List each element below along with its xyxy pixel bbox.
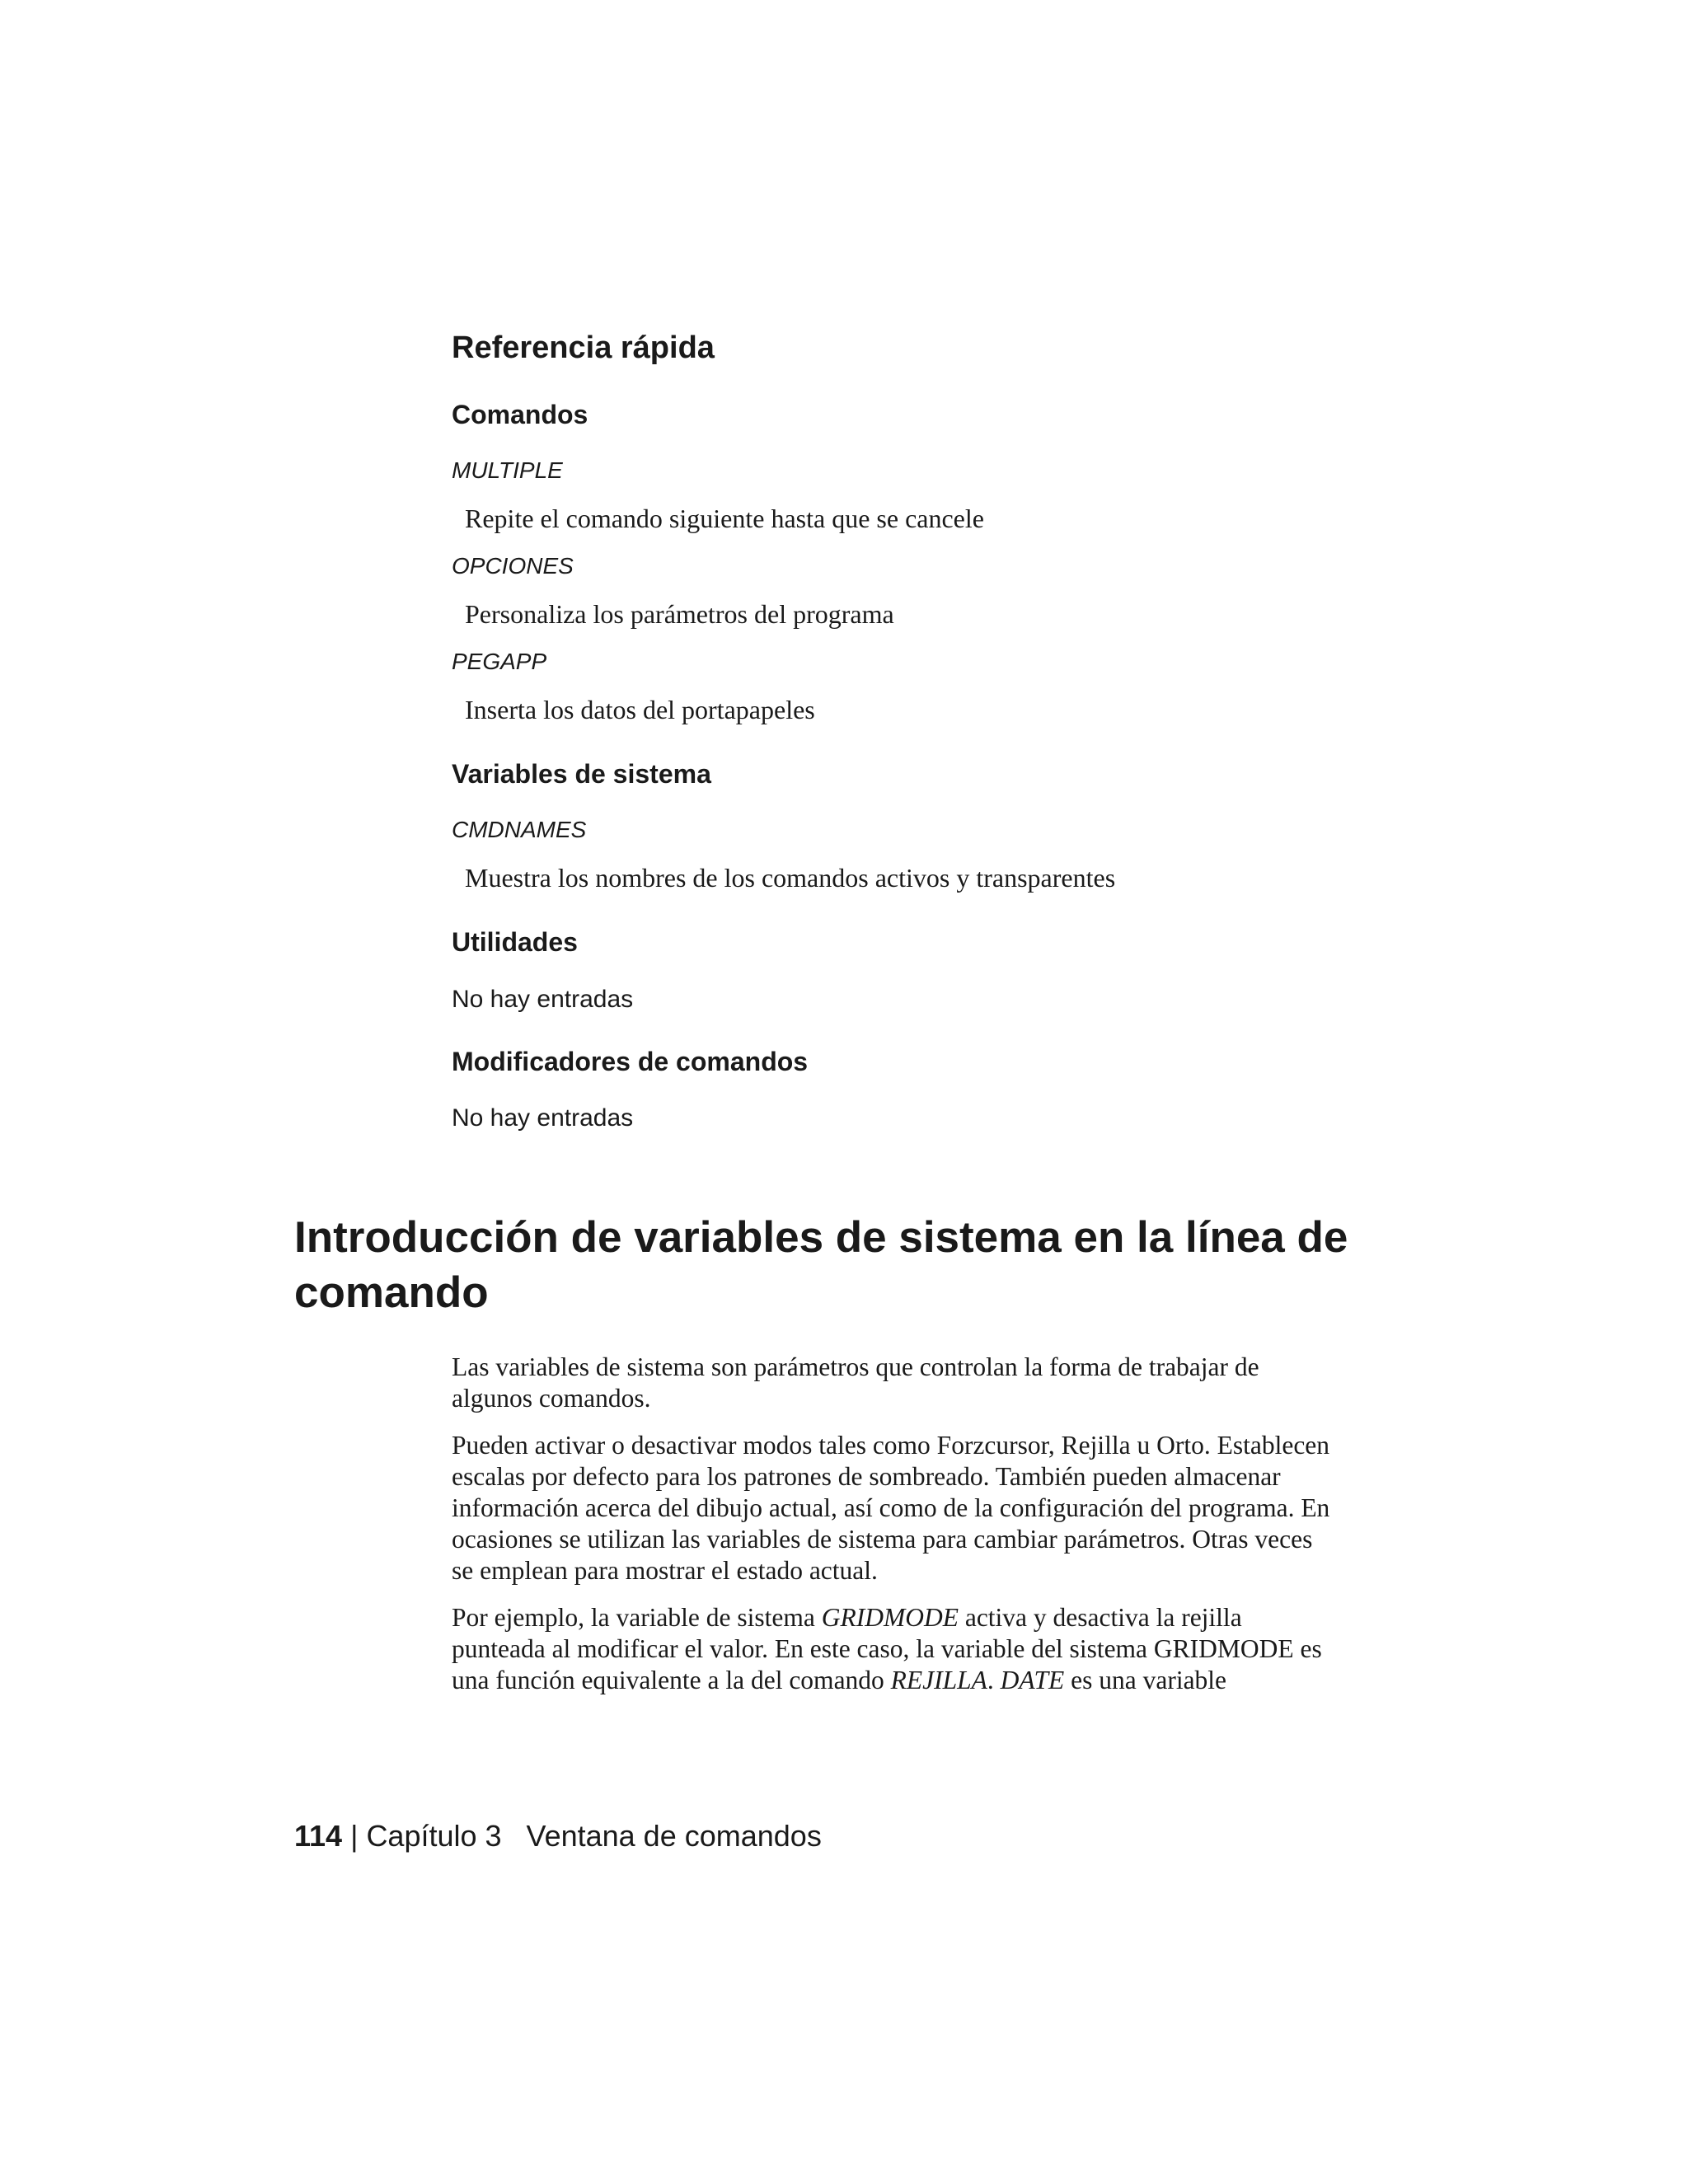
command-name: MULTIPLE xyxy=(452,457,563,483)
quick-reference xyxy=(452,330,1342,1165)
system-variable-ref: DATE xyxy=(1000,1666,1065,1694)
paragraph: Las variables de sistema son parámetros que controlan la forma de trabajar de algunos comandos. xyxy=(452,1352,1259,1413)
commands-heading: Comandos xyxy=(452,399,588,429)
page-number: 114 xyxy=(294,1819,343,1853)
command-description: Personaliza los parámetros del programa xyxy=(465,598,894,629)
paragraph-text: activa y desactiva la rejilla punteada al modificar el valor. En este caso, la variable del sistema GRIDMODE es una función equivalente a la del comando xyxy=(452,1603,1322,1694)
system-variables-heading: Variables de sistema xyxy=(452,758,711,789)
paragraph: Pueden activar o desactivar modos tales como Forzcursor, Rejilla u Orto. Establecen escalas por defecto para los patrones de sombreado. También pueden almacenar información acerca del dibujo actual, así como de la configuración del programa. En ocasiones se utilizan las variables de sistema para cambiar parámetros. Otras veces se emplean para mostrar el estado actual. xyxy=(452,1431,1330,1585)
quick-reference-title: Referencia rápida xyxy=(452,330,715,365)
utilities-text: No hay entradas xyxy=(452,985,634,1013)
system-variable-name: CMDNAMES xyxy=(452,817,587,843)
chapter-title: Ventana de comandos xyxy=(526,1819,822,1853)
chapter-label: Capítulo 3 xyxy=(366,1819,502,1853)
command-name: PEGAPP xyxy=(452,648,547,674)
commands-list xyxy=(452,457,1342,725)
utilities-heading: Utilidades xyxy=(452,927,578,958)
page-footer xyxy=(294,1818,822,1854)
system-variable-description: Muestra los nombres de los comandos activos y transparentes xyxy=(465,862,1116,893)
paragraph xyxy=(452,1602,1338,1696)
paragraph-text: . xyxy=(987,1666,1001,1694)
system-variables-list xyxy=(452,816,1342,893)
section-heading: Introducción de variables de sistema en la línea de comando xyxy=(294,1213,1348,1317)
system-variable-ref: GRIDMODE xyxy=(821,1603,959,1632)
command-modifiers-text: No hay entradas xyxy=(452,1104,634,1132)
command-modifiers-heading: Modificadores de comandos xyxy=(452,1046,809,1076)
command-name: OPCIONES xyxy=(452,552,574,579)
section-body xyxy=(452,1352,1338,1712)
command-ref: REJILLA xyxy=(890,1666,987,1694)
paragraph-text: es una variable xyxy=(1064,1666,1227,1694)
paragraph-text: Por ejemplo, la variable de sistema xyxy=(452,1603,822,1632)
footer-separator: | xyxy=(350,1819,359,1853)
command-description: Repite el comando siguiente hasta que se cancele xyxy=(465,503,984,533)
command-description: Inserta los datos del portapapeles xyxy=(465,694,815,724)
